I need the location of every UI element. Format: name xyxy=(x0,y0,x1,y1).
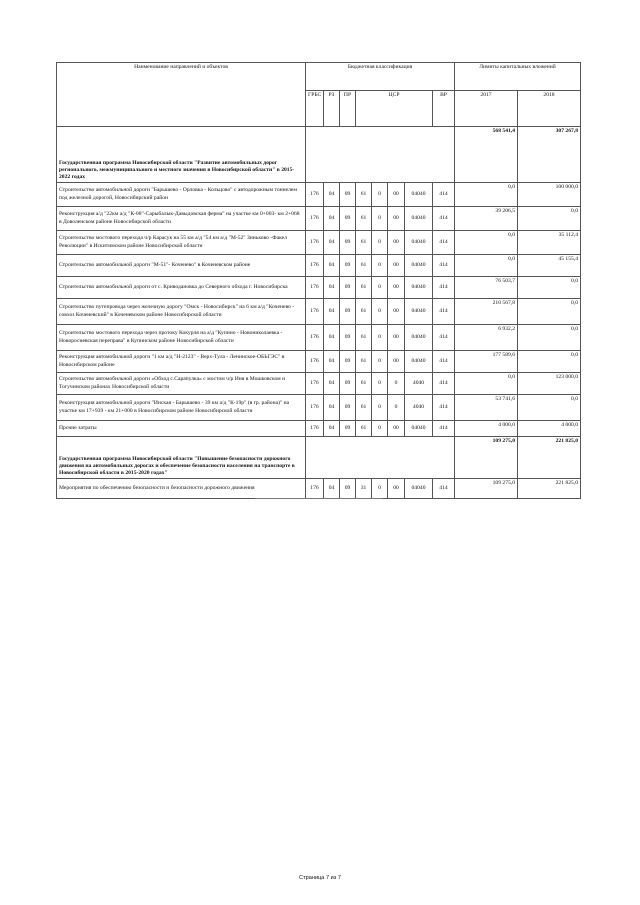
cell-c3: 00 xyxy=(388,231,405,255)
header-budget-classification: Бюджетная классификация xyxy=(306,63,455,91)
cell-c3: 00 xyxy=(388,421,405,437)
value-2017: 0,0 xyxy=(455,255,518,277)
header-pr: ПР xyxy=(340,91,356,127)
cell-c2: 0 xyxy=(372,183,388,207)
cell-c1: 61 xyxy=(356,373,372,395)
cell-grbs: 176 xyxy=(306,231,324,255)
table-row xyxy=(57,373,581,395)
cell-c1: 61 xyxy=(356,395,372,421)
value-2017: 568 541,4 xyxy=(455,127,518,183)
cell-vr: 414 xyxy=(433,183,455,207)
cell-c3: 0 xyxy=(388,373,405,395)
cell-c4: 04040 xyxy=(405,277,433,299)
cell-vr: 414 xyxy=(433,277,455,299)
cell-rz: 04 xyxy=(324,325,340,351)
header-rz: РЗ xyxy=(324,91,340,127)
cell-c4: 04040 xyxy=(405,299,433,325)
cell-c4: 04040 xyxy=(405,325,433,351)
cell-c4: 04040 xyxy=(405,207,433,231)
cell-c3: 00 xyxy=(388,207,405,231)
header-grbs: ГРБС xyxy=(306,91,324,127)
cell-grbs: 176 xyxy=(306,325,324,351)
row-name: Строительство автомобильной дороги «Обход с.Сарапулка» с мостом ч/р Иня в Мошковском и Тогучинском районах Новосибирской области xyxy=(57,373,306,395)
cell-grbs: 176 xyxy=(306,183,324,207)
header-year-2018: 2018 xyxy=(518,91,581,127)
cell-grbs: 176 xyxy=(306,207,324,231)
value-2018: 0,0 xyxy=(518,277,581,299)
value-2018: 0,0 xyxy=(518,325,581,351)
value-2018: 0,0 xyxy=(518,207,581,231)
cell-c4: 04040 xyxy=(405,231,433,255)
cell-c1: 61 xyxy=(356,299,372,325)
cell-c4: 04040 xyxy=(405,351,433,373)
row-name: Прочие затраты xyxy=(57,421,306,437)
table-row xyxy=(57,207,581,231)
cell-c3: 00 xyxy=(388,255,405,277)
cell-rz: 04 xyxy=(324,421,340,437)
table-row xyxy=(57,395,581,421)
cell-vr: 414 xyxy=(433,395,455,421)
table-row xyxy=(57,255,581,277)
cell-pr: 09 xyxy=(340,299,356,325)
cell-grbs: 176 xyxy=(306,421,324,437)
cell-grbs: 176 xyxy=(306,351,324,373)
cell-c1: 61 xyxy=(356,277,372,299)
program-row xyxy=(57,437,581,479)
row-name: Строительство мостового перехода ч/р Карасук на 55 км а/д "54 км а/д "М-52" Зиньково -Факел Революции" в Искитимском районе Новосибирской области xyxy=(57,231,306,255)
row-name: Реконструкция автомобильной дороги "Инская - Барышево - 39 км а/д "К-19р" (в гр. района)" на участке км 17+939 - км 21+000 в Новосибирском районе Новосибирской области xyxy=(57,395,306,421)
cell-pr: 09 xyxy=(340,325,356,351)
value-2018: 221 825,0 xyxy=(518,437,581,479)
cell-c4: 04040 xyxy=(405,255,433,277)
value-2017: 6 932,2 xyxy=(455,325,518,351)
program-row xyxy=(57,127,581,183)
classification-empty xyxy=(306,127,455,183)
cell-rz: 04 xyxy=(324,373,340,395)
cell-c3: 00 xyxy=(388,277,405,299)
cell-c4: 04040 xyxy=(405,421,433,437)
cell-pr: 09 xyxy=(340,277,356,299)
value-2018: 0,0 xyxy=(518,395,581,421)
cell-grbs: 176 xyxy=(306,395,324,421)
value-2017: 210 567,8 xyxy=(455,299,518,325)
table-row xyxy=(57,183,581,207)
cell-vr: 414 xyxy=(433,325,455,351)
cell-rz: 04 xyxy=(324,479,340,499)
row-name: Реконструкция а/д "22км а/д "К-08"-Сарыбалык-Давыдовская ферма" на участке км 0+003- км 2+068 в Доволенском районе Новосибирской области xyxy=(57,207,306,231)
row-name: Государственная программа Новосибирской области "Развитие автомобильных дорог регионального, межмуниципального и местного значения в Новосибирской области" в 2015-2022 годах xyxy=(57,127,306,183)
cell-c1: 61 xyxy=(356,231,372,255)
value-2018: 123 000,0 xyxy=(518,373,581,395)
cell-c1: 61 xyxy=(356,255,372,277)
cell-c1: 61 xyxy=(356,351,372,373)
value-2017: 0,0 xyxy=(455,231,518,255)
header-capital-limits: Лимиты капитальных вложений xyxy=(455,63,581,91)
cell-c2: 0 xyxy=(372,373,388,395)
table-row xyxy=(57,299,581,325)
cell-c1: 61 xyxy=(356,207,372,231)
cell-c2: 0 xyxy=(372,479,388,499)
cell-vr: 414 xyxy=(433,421,455,437)
cell-rz: 04 xyxy=(324,351,340,373)
cell-pr: 09 xyxy=(340,421,356,437)
value-2018: 100 000,0 xyxy=(518,183,581,207)
value-2017: 39 206,5 xyxy=(455,207,518,231)
classification-empty xyxy=(306,437,455,479)
cell-c1: 61 xyxy=(356,421,372,437)
document-page xyxy=(56,62,580,499)
table-body xyxy=(57,127,581,499)
cell-rz: 04 xyxy=(324,183,340,207)
table-row xyxy=(57,231,581,255)
value-2017: 0,0 xyxy=(455,183,518,207)
capital-investment-table xyxy=(56,62,581,499)
value-2018: 35 112,4 xyxy=(518,231,581,255)
table-row xyxy=(57,277,581,299)
row-name: Строительство автомобильной дороги "Барышево - Орловка - Кольцово" с автодорожным тоннелем под железной дорогой, Новосибирский район xyxy=(57,183,306,207)
row-name: Реконструкция автомобильной дороги "1 км а/д "Н-2123" - Верх-Тула - Ленинское-ОБЬГЭС" в Новосибирском районе xyxy=(57,351,306,373)
cell-vr: 414 xyxy=(433,351,455,373)
table-row xyxy=(57,325,581,351)
header-csr: ЦСР xyxy=(356,91,433,127)
value-2017: 0,0 xyxy=(455,373,518,395)
row-name: Строительство мостового перехода через протоку Кокурля на а/д "Купино - Новониколаевка - Новоросиевская переправа" в Купинском районе Новосибирской области xyxy=(57,325,306,351)
row-name: Строительство автомобильной дороги от с. Криводановка до Северного обхода г. Новосибирска xyxy=(57,277,306,299)
cell-grbs: 176 xyxy=(306,299,324,325)
cell-pr: 09 xyxy=(340,231,356,255)
cell-c1: 31 xyxy=(356,479,372,499)
value-2018: 0,0 xyxy=(518,299,581,325)
cell-grbs: 176 xyxy=(306,277,324,299)
footer-divider xyxy=(255,498,383,499)
value-2017: 109 275,0 xyxy=(455,437,518,479)
cell-rz: 04 xyxy=(324,277,340,299)
table-row xyxy=(57,479,581,499)
cell-vr: 414 xyxy=(433,299,455,325)
row-name: Мероприятия по обеспечению безопасности и безопасности дорожного движения xyxy=(57,479,306,499)
value-2018: 221 825,0 xyxy=(518,479,581,499)
cell-c2: 0 xyxy=(372,299,388,325)
cell-vr: 414 xyxy=(433,255,455,277)
cell-c3: 00 xyxy=(388,479,405,499)
cell-c4: 04040 xyxy=(405,479,433,499)
cell-c2: 0 xyxy=(372,421,388,437)
cell-grbs: 176 xyxy=(306,479,324,499)
row-name: Строительство автомобильной дороги "М-51"- Коченево" в Коченевском районе xyxy=(57,255,306,277)
cell-c2: 0 xyxy=(372,231,388,255)
cell-c4: 04040 xyxy=(405,183,433,207)
cell-c1: 61 xyxy=(356,325,372,351)
cell-c3: 00 xyxy=(388,183,405,207)
cell-c3: 00 xyxy=(388,299,405,325)
cell-c2: 0 xyxy=(372,325,388,351)
cell-vr: 414 xyxy=(433,231,455,255)
cell-vr: 414 xyxy=(433,479,455,499)
value-2018: 45 155,4 xyxy=(518,255,581,277)
cell-pr: 09 xyxy=(340,373,356,395)
cell-grbs: 176 xyxy=(306,373,324,395)
cell-rz: 04 xyxy=(324,255,340,277)
cell-c3: 0 xyxy=(388,395,405,421)
cell-pr: 09 xyxy=(340,255,356,277)
page-number: Страница 7 из 7 xyxy=(299,875,341,881)
cell-pr: 09 xyxy=(340,479,356,499)
table-row xyxy=(57,351,581,373)
cell-rz: 04 xyxy=(324,395,340,421)
value-2018: 0,0 xyxy=(518,351,581,373)
cell-pr: 09 xyxy=(340,395,356,421)
table-row xyxy=(57,421,581,437)
value-2017: 76 503,7 xyxy=(455,277,518,299)
cell-pr: 09 xyxy=(340,183,356,207)
cell-rz: 04 xyxy=(324,207,340,231)
value-2017: 177 589,6 xyxy=(455,351,518,373)
cell-vr: 414 xyxy=(433,207,455,231)
value-2017: 53 741,6 xyxy=(455,395,518,421)
cell-c1: 61 xyxy=(356,183,372,207)
cell-c3: 00 xyxy=(388,351,405,373)
row-name: Государственная программа Новосибирской области "Повышение безопасности дорожного движения на автомобильных дорогах и обеспечение безопасности населения на транспорте в Новосибирской области в 2015-2020 годах" xyxy=(57,437,306,479)
cell-pr: 09 xyxy=(340,351,356,373)
cell-c2: 0 xyxy=(372,395,388,421)
cell-rz: 04 xyxy=(324,299,340,325)
cell-pr: 09 xyxy=(340,207,356,231)
cell-vr: 414 xyxy=(433,373,455,395)
value-2017: 4 000,0 xyxy=(455,421,518,437)
header-year-2017: 2017 xyxy=(455,91,518,127)
cell-c4: 4040 xyxy=(405,395,433,421)
value-2018: 4 000,0 xyxy=(518,421,581,437)
row-name: Строительство путепровода через железную дорогу "Омск - Новосибирск" на 6 км а/д "Коченево - совхоз Коченевский" в Коченевском районе Новосибирской области xyxy=(57,299,306,325)
cell-c3: 00 xyxy=(388,325,405,351)
cell-rz: 04 xyxy=(324,231,340,255)
cell-grbs: 176 xyxy=(306,255,324,277)
header-vr: ВР xyxy=(433,91,455,127)
cell-c4: 4040 xyxy=(405,373,433,395)
value-2017: 109 275,0 xyxy=(455,479,518,499)
value-2018: 307 267,8 xyxy=(518,127,581,183)
cell-c2: 0 xyxy=(372,255,388,277)
cell-c2: 0 xyxy=(372,277,388,299)
cell-c2: 0 xyxy=(372,351,388,373)
cell-c2: 0 xyxy=(372,207,388,231)
header-name-column: Наименование направлений и объектов xyxy=(57,63,306,127)
